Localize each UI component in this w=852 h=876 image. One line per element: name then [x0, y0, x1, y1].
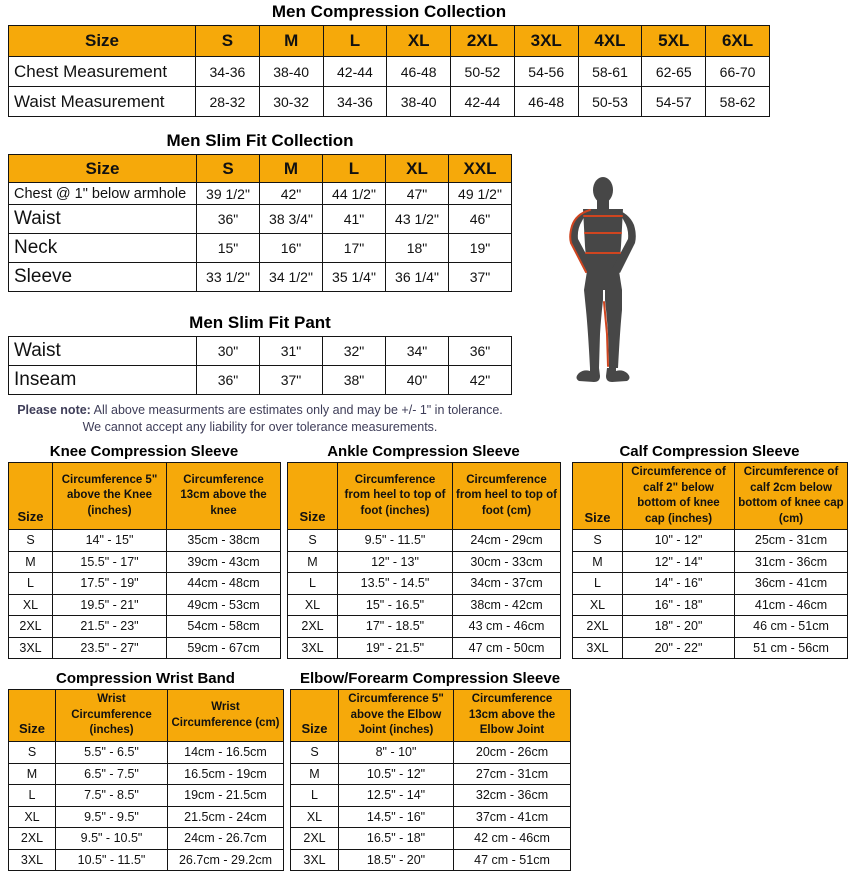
table-cell: 6.5" - 7.5"	[56, 763, 168, 785]
column-header: Size	[573, 463, 623, 530]
table-cell: 26.7cm - 29.2cm	[168, 849, 284, 871]
column-header: Wrist Circumference (cm)	[168, 690, 284, 742]
column-header: M	[260, 155, 323, 183]
ankle-compression-sleeve-section	[287, 443, 560, 659]
table-cell: 39cm - 43cm	[167, 551, 281, 573]
column-header: XXL	[449, 155, 512, 183]
table-cell: 59cm - 67cm	[167, 637, 281, 659]
table-cell: 18"	[386, 234, 449, 263]
table-cell: 54cm - 58cm	[167, 616, 281, 638]
men-compression-collection-section	[8, 2, 770, 117]
man-silhouette-icon	[563, 176, 643, 388]
table-cell: 38-40	[259, 57, 323, 87]
column-header: Circumference from heel to top of foot (inches)	[338, 463, 453, 530]
table-cell: 36"	[449, 337, 512, 366]
table-cell: 21.5cm - 24cm	[168, 806, 284, 828]
column-header: Wrist Circumference (inches)	[56, 690, 168, 742]
row-label: 2XL	[9, 616, 53, 638]
row-label: Waist	[9, 205, 197, 234]
tolerance-note-bold: Please note:	[17, 403, 91, 417]
row-label: XL	[291, 806, 339, 828]
row-label: M	[288, 551, 338, 573]
column-header: Circumference of calf 2cm below bottom of knee cap (cm)	[735, 463, 848, 530]
table-cell: 15"	[197, 234, 260, 263]
table-row	[291, 849, 571, 871]
table-cell: 46"	[449, 205, 512, 234]
row-label: M	[9, 763, 56, 785]
table-cell: 16.5cm - 19cm	[168, 763, 284, 785]
column-header: 6XL	[706, 26, 770, 57]
row-label: S	[288, 530, 338, 552]
men-slim-fit-collection-table	[8, 154, 512, 292]
table-row	[9, 828, 284, 850]
table-cell: 34-36	[196, 57, 260, 87]
table-row	[9, 234, 512, 263]
table-cell: 39 1/2"	[197, 183, 260, 205]
table-cell: 31cm - 36cm	[735, 551, 848, 573]
table-row	[291, 742, 571, 764]
table-cell: 19" - 21.5"	[338, 637, 453, 659]
table-cell: 15" - 16.5"	[338, 594, 453, 616]
elbow-forearm-compression-sleeve-section	[290, 670, 570, 871]
row-label: Chest Measurement	[9, 57, 196, 87]
table-cell: 34 1/2"	[260, 263, 323, 292]
row-label: 3XL	[9, 637, 53, 659]
table-cell: 17"	[323, 234, 386, 263]
table-cell: 21.5" - 23"	[53, 616, 167, 638]
table-cell: 19.5" - 21"	[53, 594, 167, 616]
row-label: L	[9, 573, 53, 595]
table-row	[573, 573, 848, 595]
table-row	[9, 849, 284, 871]
table-row	[573, 551, 848, 573]
table-row	[9, 551, 281, 573]
column-header: Circumference of calf 2" below bottom of knee cap (inches)	[623, 463, 735, 530]
table-cell: 34"	[386, 337, 449, 366]
table-cell: 50-52	[451, 57, 515, 87]
table-cell: 8" - 10"	[339, 742, 454, 764]
row-label: XL	[288, 594, 338, 616]
table-cell: 18" - 20"	[623, 616, 735, 638]
table-cell: 7.5" - 8.5"	[56, 785, 168, 807]
table-cell: 38 3/4"	[260, 205, 323, 234]
table-cell: 37"	[260, 366, 323, 395]
table-cell: 46-48	[514, 87, 578, 117]
table-cell: 12" - 14"	[623, 551, 735, 573]
table-cell: 43 cm - 46cm	[453, 616, 561, 638]
column-header: Size	[9, 463, 53, 530]
table-cell: 38cm - 42cm	[453, 594, 561, 616]
row-label: S	[9, 530, 53, 552]
ankle-compression-sleeve-table	[287, 462, 561, 659]
table-row	[9, 366, 512, 395]
table-row	[9, 183, 512, 205]
table-cell: 54-56	[514, 57, 578, 87]
row-label: 2XL	[573, 616, 623, 638]
tolerance-note-line2: We cannot accept any liability for over tolerance measurements.	[82, 420, 438, 434]
table-row	[9, 742, 284, 764]
table-cell: 16.5" - 18"	[339, 828, 454, 850]
table-row	[573, 530, 848, 552]
row-label: Sleeve	[9, 263, 197, 292]
table-cell: 35cm - 38cm	[167, 530, 281, 552]
column-header: Circumference 13cm above the Elbow Joint	[454, 690, 571, 742]
table-row	[9, 616, 281, 638]
row-label: Inseam	[9, 366, 197, 395]
row-label: Waist	[9, 337, 197, 366]
table-row	[9, 530, 281, 552]
column-header: 4XL	[578, 26, 642, 57]
table-row	[9, 87, 770, 117]
table-row	[288, 616, 561, 638]
table-cell: 51 cm - 56cm	[735, 637, 848, 659]
table-cell: 62-65	[642, 57, 706, 87]
column-header: Size	[9, 690, 56, 742]
table-cell: 5.5" - 6.5"	[56, 742, 168, 764]
table-cell: 43 1/2"	[386, 205, 449, 234]
table-row	[291, 828, 571, 850]
table-cell: 38"	[323, 366, 386, 395]
men-slim-fit-collection-title: Men Slim Fit Collection	[166, 131, 354, 150]
table-row	[9, 763, 284, 785]
calf-compression-sleeve-table	[572, 462, 848, 659]
table-cell: 36 1/4"	[386, 263, 449, 292]
row-label: M	[9, 551, 53, 573]
table-cell: 37cm - 41cm	[454, 806, 571, 828]
header-row	[573, 463, 848, 530]
table-cell: 10.5" - 12"	[339, 763, 454, 785]
table-cell: 47 cm - 50cm	[453, 637, 561, 659]
table-cell: 33 1/2"	[197, 263, 260, 292]
table-cell: 30-32	[259, 87, 323, 117]
table-row	[573, 637, 848, 659]
table-cell: 31"	[260, 337, 323, 366]
row-label: Chest @ 1" below armhole	[9, 183, 197, 205]
table-cell: 47 cm - 51cm	[454, 849, 571, 871]
table-cell: 10.5" - 11.5"	[56, 849, 168, 871]
table-cell: 58-61	[578, 57, 642, 87]
table-cell: 42 cm - 46cm	[454, 828, 571, 850]
table-cell: 14.5" - 16"	[339, 806, 454, 828]
row-label: M	[573, 551, 623, 573]
row-label: 3XL	[291, 849, 339, 871]
table-cell: 15.5" - 17"	[53, 551, 167, 573]
table-cell: 20" - 22"	[623, 637, 735, 659]
table-cell: 28-32	[196, 87, 260, 117]
row-label: XL	[9, 594, 53, 616]
table-cell: 54-57	[642, 87, 706, 117]
compression-wrist-band-section	[8, 670, 283, 871]
knee-compression-sleeve-title: Knee Compression Sleeve	[49, 443, 239, 460]
column-header: Circumference 5" above the Knee (inches)	[53, 463, 167, 530]
header-row	[291, 690, 571, 742]
column-header: S	[197, 155, 260, 183]
table-row	[9, 337, 512, 366]
row-label: S	[291, 742, 339, 764]
compression-wrist-band-title: Compression Wrist Band	[56, 670, 235, 687]
table-cell: 14cm - 16.5cm	[168, 742, 284, 764]
column-header: Size	[291, 690, 339, 742]
table-cell: 9.5" - 9.5"	[56, 806, 168, 828]
table-cell: 58-62	[706, 87, 770, 117]
column-header: Size	[9, 26, 196, 57]
table-cell: 24cm - 29cm	[453, 530, 561, 552]
row-label: Waist Measurement	[9, 87, 196, 117]
header-row	[288, 463, 561, 530]
calf-compression-sleeve-title: Calf Compression Sleeve	[619, 443, 800, 460]
table-cell: 18.5" - 20"	[339, 849, 454, 871]
row-label: 2XL	[288, 616, 338, 638]
column-header: 2XL	[451, 26, 515, 57]
column-header: 3XL	[514, 26, 578, 57]
header-row	[9, 463, 281, 530]
men-slim-fit-pant-section	[8, 313, 512, 395]
table-row	[288, 573, 561, 595]
row-label: Neck	[9, 234, 197, 263]
table-cell: 41cm - 46cm	[735, 594, 848, 616]
table-row	[9, 263, 512, 292]
row-label: L	[291, 785, 339, 807]
table-cell: 9.5" - 10.5"	[56, 828, 168, 850]
table-cell: 41"	[323, 205, 386, 234]
table-cell: 12" - 13"	[338, 551, 453, 573]
knee-compression-sleeve-table	[8, 462, 281, 659]
column-header: Circumference from heel to top of foot (cm)	[453, 463, 561, 530]
row-label: 2XL	[291, 828, 339, 850]
table-cell: 16"	[260, 234, 323, 263]
tolerance-note-rest: All above measurments are estimates only and may be +/- 1" in tolerance.	[90, 403, 503, 417]
row-label: XL	[573, 594, 623, 616]
table-row	[573, 616, 848, 638]
table-cell: 30cm - 33cm	[453, 551, 561, 573]
table-cell: 40"	[386, 366, 449, 395]
table-cell: 46 cm - 51cm	[735, 616, 848, 638]
column-header: M	[259, 26, 323, 57]
column-header: XL	[386, 155, 449, 183]
table-row	[9, 594, 281, 616]
column-header: XL	[387, 26, 451, 57]
table-row	[288, 530, 561, 552]
table-cell: 44cm - 48cm	[167, 573, 281, 595]
table-cell: 42"	[260, 183, 323, 205]
table-cell: 66-70	[706, 57, 770, 87]
table-cell: 32cm - 36cm	[454, 785, 571, 807]
table-row	[291, 806, 571, 828]
table-cell: 47"	[386, 183, 449, 205]
table-row	[288, 637, 561, 659]
table-cell: 42"	[449, 366, 512, 395]
table-cell: 13.5" - 14.5"	[338, 573, 453, 595]
column-header: Circumference 13cm above the knee	[167, 463, 281, 530]
table-cell: 36"	[197, 366, 260, 395]
header-row	[9, 690, 284, 742]
table-row	[9, 785, 284, 807]
table-cell: 10" - 12"	[623, 530, 735, 552]
elbow-forearm-compression-sleeve-title: Elbow/Forearm Compression Sleeve	[299, 670, 561, 687]
row-label: L	[9, 785, 56, 807]
row-label: S	[9, 742, 56, 764]
table-row	[9, 57, 770, 87]
ankle-compression-sleeve-title: Ankle Compression Sleeve	[327, 443, 520, 460]
table-cell: 27cm - 31cm	[454, 763, 571, 785]
table-row	[573, 594, 848, 616]
knee-compression-sleeve-section	[8, 443, 280, 659]
calf-compression-sleeve-section	[572, 443, 847, 659]
table-cell: 14" - 16"	[623, 573, 735, 595]
table-cell: 9.5" - 11.5"	[338, 530, 453, 552]
header-row	[9, 26, 770, 57]
table-cell: 17.5" - 19"	[53, 573, 167, 595]
table-cell: 42-44	[323, 57, 387, 87]
row-label: 3XL	[9, 849, 56, 871]
table-row	[9, 573, 281, 595]
table-row	[9, 205, 512, 234]
men-compression-collection-title: Men Compression Collection	[271, 2, 507, 21]
table-row	[291, 763, 571, 785]
table-cell: 46-48	[387, 57, 451, 87]
table-row	[9, 637, 281, 659]
column-header: 5XL	[642, 26, 706, 57]
table-cell: 49 1/2"	[449, 183, 512, 205]
table-cell: 20cm - 26cm	[454, 742, 571, 764]
table-cell: 12.5" - 14"	[339, 785, 454, 807]
table-cell: 17" - 18.5"	[338, 616, 453, 638]
table-cell: 14" - 15"	[53, 530, 167, 552]
table-cell: 32"	[323, 337, 386, 366]
row-label: L	[573, 573, 623, 595]
men-slim-fit-collection-section	[8, 131, 512, 292]
table-cell: 34-36	[323, 87, 387, 117]
table-cell: 38-40	[387, 87, 451, 117]
table-cell: 19"	[449, 234, 512, 263]
table-cell: 25cm - 31cm	[735, 530, 848, 552]
column-header: Size	[9, 155, 197, 183]
table-cell: 36"	[197, 205, 260, 234]
men-compression-collection-table	[8, 25, 770, 117]
column-header: L	[323, 26, 387, 57]
table-cell: 50-53	[578, 87, 642, 117]
column-header: Circumference 5" above the Elbow Joint (inches)	[339, 690, 454, 742]
row-label: 3XL	[573, 637, 623, 659]
column-header: L	[323, 155, 386, 183]
table-cell: 34cm - 37cm	[453, 573, 561, 595]
table-cell: 24cm - 26.7cm	[168, 828, 284, 850]
table-row	[288, 551, 561, 573]
header-row	[9, 155, 512, 183]
table-cell: 44 1/2"	[323, 183, 386, 205]
row-label: M	[291, 763, 339, 785]
column-header: S	[196, 26, 260, 57]
men-slim-fit-pant-table	[8, 336, 512, 395]
column-header: Size	[288, 463, 338, 530]
row-label: XL	[9, 806, 56, 828]
men-slim-fit-pant-title: Men Slim Fit Pant	[189, 313, 331, 332]
elbow-forearm-compression-sleeve-table	[290, 689, 571, 871]
table-cell: 36cm - 41cm	[735, 573, 848, 595]
table-cell: 35 1/4"	[323, 263, 386, 292]
table-cell: 49cm - 53cm	[167, 594, 281, 616]
tolerance-note-line1	[0, 402, 520, 419]
table-cell: 16" - 18"	[623, 594, 735, 616]
table-cell: 37"	[449, 263, 512, 292]
table-row	[9, 806, 284, 828]
table-row	[291, 785, 571, 807]
compression-wrist-band-table	[8, 689, 284, 871]
table-cell: 42-44	[451, 87, 515, 117]
tolerance-note	[0, 402, 520, 436]
man-silhouette-figure	[563, 176, 643, 388]
row-label: S	[573, 530, 623, 552]
table-row	[288, 594, 561, 616]
row-label: L	[288, 573, 338, 595]
row-label: 2XL	[9, 828, 56, 850]
table-cell: 23.5" - 27"	[53, 637, 167, 659]
table-cell: 19cm - 21.5cm	[168, 785, 284, 807]
table-cell: 30"	[197, 337, 260, 366]
row-label: 3XL	[288, 637, 338, 659]
